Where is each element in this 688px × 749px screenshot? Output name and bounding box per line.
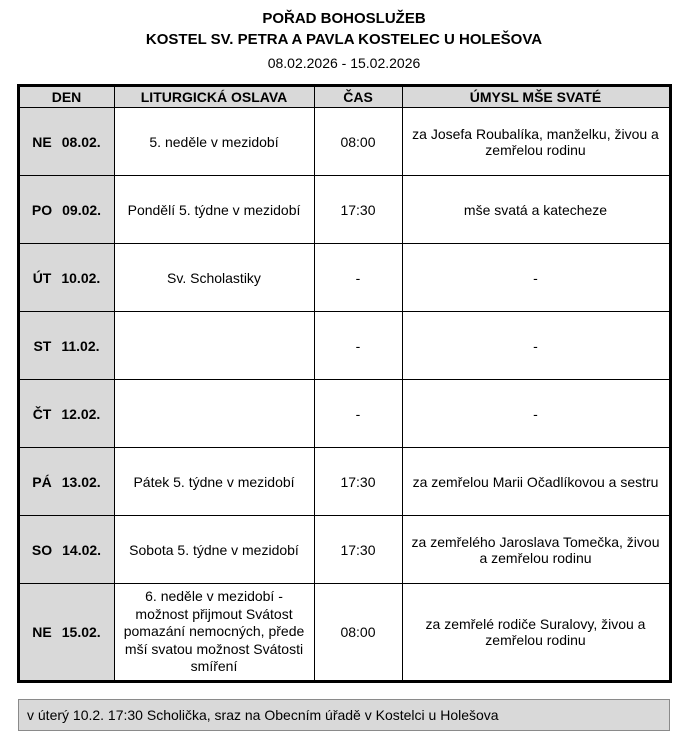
intention-cell: za zemřelé rodiče Suralovy, živou a zemřelou rodinu (402, 584, 670, 682)
col-header-intention: ÚMYSL MŠE SVATÉ (402, 86, 670, 108)
col-header-day: DEN (18, 86, 114, 108)
table-row (18, 516, 670, 584)
day-abbrev: SO (31, 541, 53, 558)
time-cell: - (314, 312, 402, 380)
col-header-time: ČAS (314, 86, 402, 108)
day-cell (18, 448, 114, 516)
day-abbrev: NE (32, 133, 52, 150)
day-abbrev: ČT (32, 405, 52, 422)
day-cell (18, 108, 114, 176)
day-cell (18, 516, 114, 584)
time-cell: 17:30 (314, 516, 402, 584)
day-cell (18, 380, 114, 448)
table-row (18, 380, 670, 448)
schedule-table (17, 84, 672, 683)
table-row (18, 448, 670, 516)
time-cell: - (314, 244, 402, 312)
day-abbrev: NE (32, 624, 52, 640)
time-cell: - (314, 380, 402, 448)
intention-cell: - (402, 244, 670, 312)
intention-cell: za zemřelého Jaroslava Tomečka, živou a zemřelou rodinu (402, 516, 670, 584)
table-header-row (18, 86, 670, 108)
time-cell: 08:00 (314, 108, 402, 176)
day-date: 10.02. (61, 269, 101, 286)
day-date: 14.02. (62, 541, 102, 558)
day-cell (18, 176, 114, 244)
day-abbrev: PO (31, 201, 53, 218)
day-date: 15.02. (61, 624, 101, 640)
day-date: 13.02. (61, 473, 101, 490)
intention-cell: - (402, 312, 670, 380)
page-title: POŘAD BOHOSLUŽEB (262, 10, 426, 27)
celebration-cell: Sv. Scholastiky (114, 244, 314, 312)
intention-cell: - (402, 380, 670, 448)
day-date: 09.02. (62, 201, 102, 218)
celebration-cell: Sobota 5. týdne v mezidobí (114, 516, 314, 584)
time-cell: 08:00 (314, 584, 402, 682)
church-name: KOSTEL SV. PETRA A PAVLA KOSTELEC U HOLEŠOVA (145, 31, 543, 48)
day-cell (18, 244, 114, 312)
day-cell (18, 312, 114, 380)
footer-note: v úterý 10.2. 17:30 Scholička, sraz na Obecním úřadě v Kostelci u Holešova (18, 699, 670, 731)
table-row (18, 244, 670, 312)
table-row (18, 108, 670, 176)
day-date: 12.02. (61, 405, 101, 422)
day-abbrev: ÚT (32, 269, 52, 286)
day-date: 08.02. (61, 133, 101, 150)
celebration-cell (114, 312, 314, 380)
day-abbrev: PÁ (32, 473, 52, 490)
document-header (0, 8, 688, 71)
intention-cell: za Josefa Roubalíka, manželku, živou a zemřelou rodinu (402, 108, 670, 176)
celebration-cell: Pátek 5. týdne v mezidobí (114, 448, 314, 516)
intention-cell: mše svatá a katecheze (402, 176, 670, 244)
intention-cell: za zemřelou Marii Očadlíkovou a sestru (402, 448, 670, 516)
day-abbrev: ST (33, 337, 52, 354)
day-date: 11.02. (61, 337, 100, 354)
time-cell: 17:30 (314, 448, 402, 516)
col-header-celebration: LITURGICKÁ OSLAVA (114, 86, 314, 108)
celebration-cell: Pondělí 5. týdne v mezidobí (114, 176, 314, 244)
date-range: 08.02.2026 - 15.02.2026 (267, 55, 421, 71)
day-cell (18, 584, 114, 682)
table-row (18, 176, 670, 244)
celebration-cell: 5. neděle v mezidobí (114, 108, 314, 176)
table-row (18, 584, 670, 682)
table-row (18, 312, 670, 380)
time-cell: 17:30 (314, 176, 402, 244)
celebration-cell (114, 380, 314, 448)
celebration-cell: 6. neděle v mezidobí - možnost přijmout Svátost pomazání nemocných, přede mší svatou možnost Svátosti smíření (114, 584, 314, 682)
